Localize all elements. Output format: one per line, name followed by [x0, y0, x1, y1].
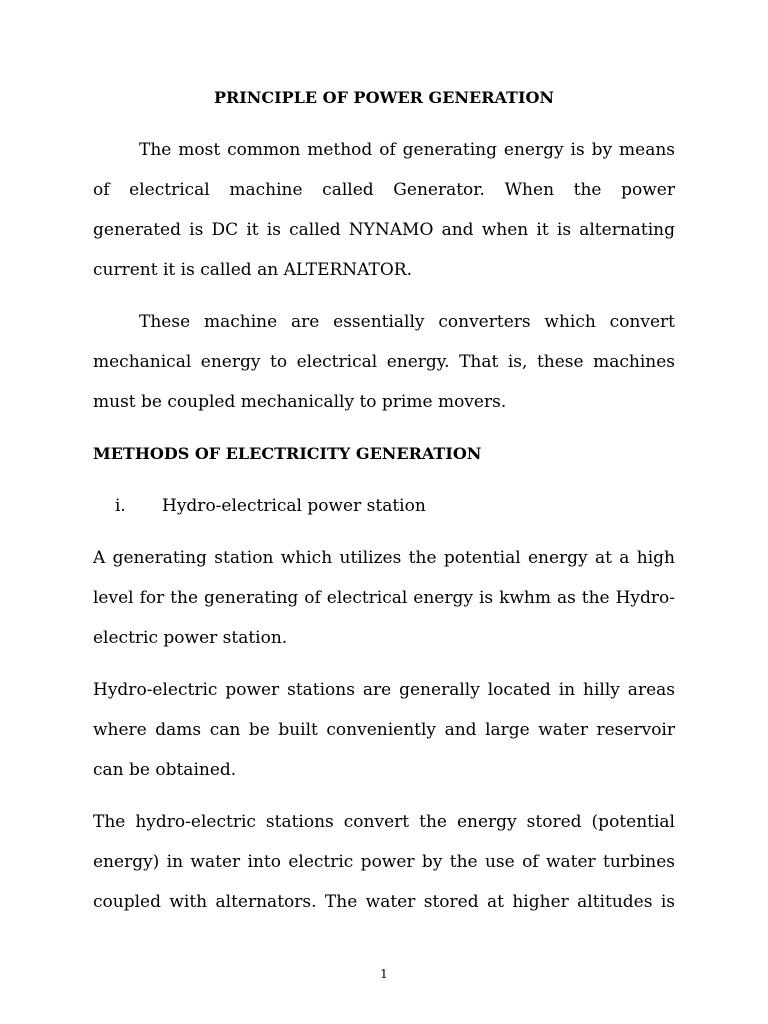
- paragraph-3-line-3: electric power station.: [93, 628, 288, 648]
- paragraph-1-line-1: The most common method of generating energy is by means: [139, 140, 675, 160]
- paragraph-1-line-4: current it is called an ALTERNATOR.: [93, 260, 412, 280]
- paragraph-5-line-3: coupled with alternators. The water stored at higher altitudes is: [93, 892, 675, 912]
- list-item-marker: i.: [115, 496, 126, 516]
- paragraph-3-line-2: level for the generating of electrical energy is kwhm as the Hydro-: [93, 588, 675, 608]
- paragraph-2-line-3: must be coupled mechanically to prime movers.: [93, 392, 507, 412]
- list-item-text: Hydro-electrical power station: [162, 496, 426, 516]
- paragraph-4-line-1: Hydro-electric power stations are generally located in hilly areas: [93, 680, 675, 700]
- paragraph-2-line-1: These machine are essentially converters which convert: [139, 312, 675, 332]
- paragraph-1-line-3: generated is DC it is called NYNAMO and when it is alternating: [93, 220, 675, 240]
- paragraph-5-line-2: energy) in water into electric power by the use of water turbines: [93, 852, 675, 872]
- paragraph-2-line-2: mechanical energy to electrical energy. That is, these machines: [93, 352, 675, 372]
- paragraph-4-line-2: where dams can be built conveniently and large water reservoir: [93, 720, 675, 740]
- page-number: 1: [380, 967, 388, 981]
- page-title: PRINCIPLE OF POWER GENERATION: [213, 88, 555, 107]
- section-heading: METHODS OF ELECTRICITY GENERATION: [93, 444, 482, 463]
- paragraph-4-line-3: can be obtained.: [93, 760, 237, 780]
- paragraph-1-line-2: of electrical machine called Generator. When the power: [93, 180, 675, 200]
- paragraph-5-line-1: The hydro-electric stations convert the energy stored (potential: [93, 812, 675, 832]
- paragraph-3-line-1: A generating station which utilizes the potential energy at a high: [93, 548, 675, 568]
